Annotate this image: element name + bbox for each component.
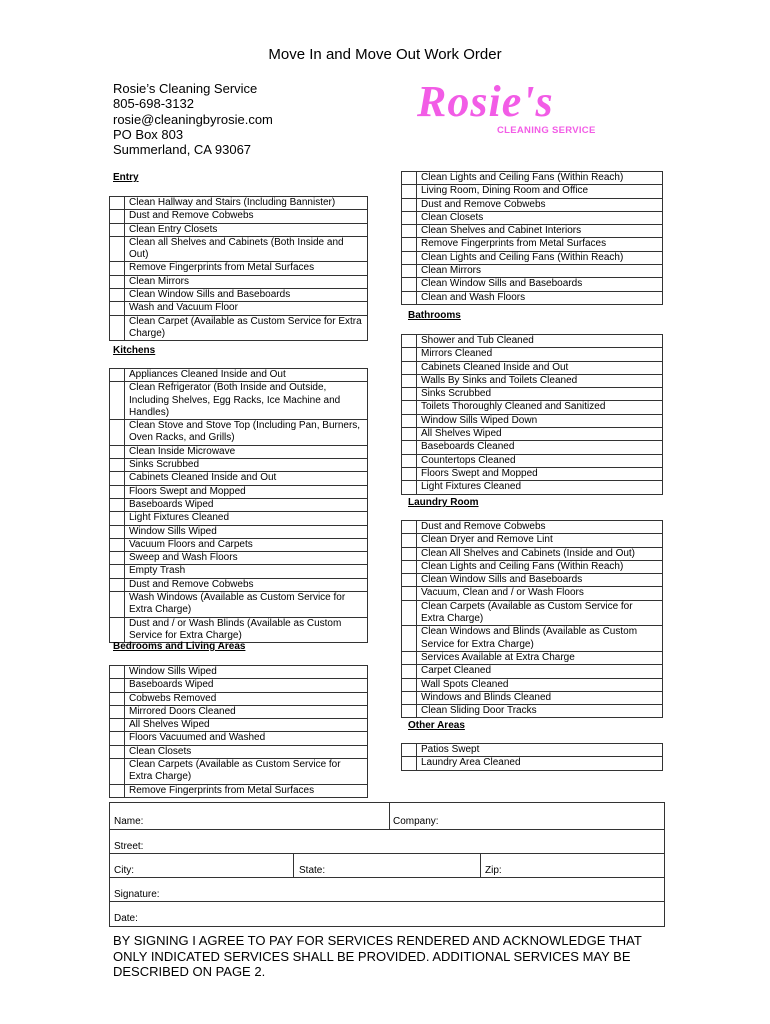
- checkbox[interactable]: [110, 525, 125, 538]
- checklist-item-label: Clean Lights and Ceiling Fans (Within Reach): [417, 560, 663, 573]
- checklist-row: [110, 512, 368, 525]
- checkbox[interactable]: [110, 565, 125, 578]
- checkbox[interactable]: [402, 348, 417, 361]
- checklist-item-label: Wall Spots Cleaned: [417, 678, 663, 691]
- checklist-row: [402, 401, 663, 414]
- checklist-item-label: Clean Window Sills and Baseboards: [125, 289, 368, 302]
- checkbox[interactable]: [402, 560, 417, 573]
- checklist-item-label: Remove Fingerprints from Metal Surfaces: [125, 262, 368, 275]
- checklist-item-label: Clean Window Sills and Baseboards: [417, 278, 663, 291]
- checklist-row: [110, 420, 368, 446]
- checklist-row: [110, 472, 368, 485]
- checklist-row: [402, 678, 663, 691]
- checklist-row: [402, 441, 663, 454]
- customer-info-form: [109, 802, 665, 927]
- checklist-item-label: Carpet Cleaned: [417, 665, 663, 678]
- checklist-row: [110, 552, 368, 565]
- logo-text: Rosie's: [417, 77, 554, 126]
- checklist-row: [402, 335, 663, 348]
- checklist-row: [402, 238, 663, 251]
- disclaimer-text: BY SIGNING I AGREE TO PAY FOR SERVICES RENDERED AND ACKNOWLEDGE THAT ONLY INDICATED SERVICES SHALL BE PROVIDED. ADDITIONAL SERVICES MAY BE DESCRIBED ON PAGE 2.: [113, 933, 642, 979]
- checklist-item-label: Sweep and Wash Floors: [125, 552, 368, 565]
- checklist-item-label: Floors Swept and Mopped: [125, 485, 368, 498]
- state-field[interactable]: State:: [299, 865, 326, 876]
- checklist-item-label: Wash and Vacuum Floor: [125, 302, 368, 315]
- checklist-row: [110, 289, 368, 302]
- checklist-row: [110, 262, 368, 275]
- checklist-row: [110, 197, 368, 210]
- section-heading-kitchens: Kitchens: [113, 345, 156, 356]
- checklist-item-label: Countertops Cleaned: [417, 454, 663, 467]
- checklist-kitchens: [109, 368, 368, 643]
- checklist-row: [110, 719, 368, 732]
- checklist-row: [402, 374, 663, 387]
- checkbox[interactable]: [110, 420, 125, 446]
- checkbox[interactable]: [402, 211, 417, 224]
- checklist-row: [110, 525, 368, 538]
- checklist-item-label: Clean Windows and Blinds (Available as Custom Service for Extra Charge): [417, 626, 663, 652]
- checkbox[interactable]: [402, 388, 417, 401]
- checklist-item-label: Remove Fingerprints from Metal Surfaces: [417, 238, 663, 251]
- checklist-item-label: Dust and / or Wash Blinds (Available as Custom Service for Extra Charge): [125, 617, 368, 643]
- company-field[interactable]: Company:: [393, 816, 439, 827]
- checklist-item-label: Clean Dryer and Remove Lint: [417, 534, 663, 547]
- checkbox[interactable]: [402, 600, 417, 626]
- checkbox[interactable]: [402, 265, 417, 278]
- checklist-item-label: Cabinets Cleaned Inside and Out: [417, 361, 663, 374]
- checklist-row: [402, 225, 663, 238]
- section-heading-bathrooms: Bathrooms: [408, 310, 461, 321]
- signature-field[interactable]: Signature:: [114, 889, 160, 900]
- city-field[interactable]: City:: [114, 865, 134, 876]
- checklist-row: [110, 666, 368, 679]
- section-heading-other: Other Areas: [408, 720, 465, 731]
- checklist-row: [402, 185, 663, 198]
- checklist-item-label: Shower and Tub Cleaned: [417, 335, 663, 348]
- checklist-row: [402, 265, 663, 278]
- checklist-item-label: Mirrored Doors Cleaned: [125, 705, 368, 718]
- checkbox[interactable]: [402, 335, 417, 348]
- checkbox[interactable]: [110, 719, 125, 732]
- checklist-row: [110, 784, 368, 797]
- checkbox[interactable]: [110, 197, 125, 210]
- checklist-laundry: [401, 520, 663, 718]
- checklist-row: [110, 679, 368, 692]
- checklist-row: [110, 210, 368, 223]
- form-row-signature: [110, 877, 664, 902]
- checklist-row: [110, 578, 368, 591]
- checkbox[interactable]: [402, 361, 417, 374]
- checklist-row: [110, 223, 368, 236]
- checklist-item-label: Clean Window Sills and Baseboards: [417, 574, 663, 587]
- checklist-row: [402, 348, 663, 361]
- checkbox[interactable]: [110, 592, 125, 618]
- checklist-entry: [109, 196, 368, 341]
- section-heading-laundry: Laundry Room: [408, 497, 479, 508]
- checklist-item-label: Sinks Scrubbed: [125, 459, 368, 472]
- checkbox[interactable]: [110, 617, 125, 643]
- checkbox[interactable]: [402, 678, 417, 691]
- checklist-item-label: Clean Hallway and Stairs (Including Bannister): [125, 197, 368, 210]
- checkbox[interactable]: [110, 472, 125, 485]
- checklist-living: [401, 171, 663, 305]
- checklist-row: [110, 236, 368, 262]
- company-name: Rosie’s Cleaning Service: [113, 81, 258, 96]
- checklist-row: [402, 574, 663, 587]
- checklist-item-label: Clean Refrigerator (Both Inside and Outside, Including Shelves, Egg Racks, Ice Machine and Handles): [125, 382, 368, 420]
- logo-subtitle: CLEANING SERVICE: [497, 125, 596, 136]
- checklist-other: [401, 743, 663, 771]
- form-row-city: [110, 853, 664, 878]
- form-row-street: [110, 829, 664, 854]
- checklist-row: [402, 211, 663, 224]
- checklist-item-label: All Shelves Wiped: [417, 428, 663, 441]
- checklist-item-label: Clean Inside Microwave: [125, 445, 368, 458]
- section-heading-entry: Entry: [113, 172, 139, 183]
- checklist-item-label: Dust and Remove Cobwebs: [125, 578, 368, 591]
- checklist-row: [402, 600, 663, 626]
- checkbox[interactable]: [402, 587, 417, 600]
- checkbox[interactable]: [110, 705, 125, 718]
- checklist-item-label: Appliances Cleaned Inside and Out: [125, 369, 368, 382]
- checklist-item-label: Floors Swept and Mopped: [417, 467, 663, 480]
- checklist-row: [110, 759, 368, 785]
- checkbox[interactable]: [402, 547, 417, 560]
- checklist-item-label: Walls By Sinks and Toilets Cleaned: [417, 374, 663, 387]
- checklist-row: [402, 665, 663, 678]
- checklist-row: [110, 445, 368, 458]
- checkbox[interactable]: [110, 302, 125, 315]
- company-city: Summerland, CA 93067: [113, 142, 252, 158]
- checklist-row: [110, 369, 368, 382]
- checkbox[interactable]: [110, 745, 125, 758]
- company-email: rosie@cleaningbyrosie.com: [113, 111, 273, 127]
- checklist-item-label: Light Fixtures Cleaned: [417, 481, 663, 494]
- checklist-bathrooms: [401, 334, 663, 495]
- checkbox[interactable]: [402, 225, 417, 238]
- checkbox[interactable]: [110, 578, 125, 591]
- checklist-row: [402, 414, 663, 427]
- checklist-row: [110, 565, 368, 578]
- checkbox[interactable]: [110, 236, 125, 262]
- checklist-row: [402, 521, 663, 534]
- checkbox[interactable]: [402, 441, 417, 454]
- checklist-item-label: Clean and Wash Floors: [417, 291, 663, 304]
- checklist-item-label: Window Sills Wiped Down: [417, 414, 663, 427]
- checkbox[interactable]: [402, 198, 417, 211]
- checklist-row: [110, 315, 368, 341]
- checklist-item-label: Clean Carpet (Available as Custom Service for Extra Charge): [125, 315, 368, 341]
- checklist-row: [402, 428, 663, 441]
- checkbox[interactable]: [110, 459, 125, 472]
- checklist-row: [402, 291, 663, 304]
- checklist-item-label: Dust and Remove Cobwebs: [417, 521, 663, 534]
- checkbox[interactable]: [110, 759, 125, 785]
- checkbox[interactable]: [110, 210, 125, 223]
- checklist-item-label: Clean Sliding Door Tracks: [417, 705, 663, 718]
- checkbox[interactable]: [402, 691, 417, 704]
- checklist-row: [110, 302, 368, 315]
- checklist-row: [402, 278, 663, 291]
- checkbox[interactable]: [110, 512, 125, 525]
- checklist-item-label: Clean Shelves and Cabinet Interiors: [417, 225, 663, 238]
- checkbox[interactable]: [402, 278, 417, 291]
- checkbox[interactable]: [402, 665, 417, 678]
- company-po-box: PO Box 803: [113, 126, 184, 142]
- checklist-row: [402, 547, 663, 560]
- checklist-item-label: Services Available at Extra Charge: [417, 651, 663, 664]
- checklist-item-label: Baseboards Wiped: [125, 679, 368, 692]
- checklist-row: [110, 692, 368, 705]
- checkbox[interactable]: [110, 275, 125, 288]
- checklist-item-label: Living Room, Dining Room and Office: [417, 185, 663, 198]
- checkbox[interactable]: [402, 574, 417, 587]
- checkbox[interactable]: [110, 369, 125, 382]
- checklist-row: [402, 587, 663, 600]
- checkbox[interactable]: [110, 382, 125, 420]
- date-field[interactable]: Date:: [114, 913, 138, 924]
- checklist-row: [110, 732, 368, 745]
- section-heading-bedrooms: Bedrooms and Living Areas: [113, 641, 246, 652]
- checklist-row: [402, 744, 663, 757]
- checkbox[interactable]: [110, 732, 125, 745]
- checkbox[interactable]: [110, 538, 125, 551]
- checklist-item-label: Clean Mirrors: [125, 275, 368, 288]
- checkbox[interactable]: [110, 666, 125, 679]
- checklist-row: [402, 454, 663, 467]
- checkbox[interactable]: [110, 784, 125, 797]
- checklist-row: [402, 691, 663, 704]
- checklist-item-label: Windows and Blinds Cleaned: [417, 691, 663, 704]
- checklist-item-label: Clean Lights and Ceiling Fans (Within Reach): [417, 251, 663, 264]
- checklist-item-label: Clean Lights and Ceiling Fans (Within Reach): [417, 172, 663, 185]
- company-address: [113, 81, 273, 157]
- checkbox[interactable]: [402, 467, 417, 480]
- company-phone: 805-698-3132: [113, 96, 194, 112]
- checklist-row: [402, 534, 663, 547]
- checklist-item-label: Laundry Area Cleaned: [417, 757, 663, 770]
- checklist-item-label: Clean Mirrors: [417, 265, 663, 278]
- checklist-item-label: Window Sills Wiped: [125, 666, 368, 679]
- form-row-date: [110, 901, 664, 926]
- checklist-item-label: Toilets Thoroughly Cleaned and Sanitized: [417, 401, 663, 414]
- checklist-bedrooms: [109, 665, 368, 798]
- checklist-item-label: Cobwebs Removed: [125, 692, 368, 705]
- checkbox[interactable]: [402, 454, 417, 467]
- checklist-item-label: Cabinets Cleaned Inside and Out: [125, 472, 368, 485]
- checklist-row: [402, 651, 663, 664]
- checklist-row: [110, 538, 368, 551]
- checklist-item-label: Dust and Remove Cobwebs: [417, 198, 663, 211]
- checkbox[interactable]: [110, 498, 125, 511]
- checkbox[interactable]: [402, 238, 417, 251]
- checklist-row: [110, 485, 368, 498]
- checklist-row: [402, 198, 663, 211]
- checkbox[interactable]: [402, 251, 417, 264]
- checklist-row: [402, 467, 663, 480]
- checklist-item-label: Clean Carpets (Available as Custom Service for Extra Charge): [125, 759, 368, 785]
- checkbox[interactable]: [402, 401, 417, 414]
- checkbox[interactable]: [402, 757, 417, 770]
- checklist-row: [402, 757, 663, 770]
- checklist-item-label: Mirrors Cleaned: [417, 348, 663, 361]
- checkbox[interactable]: [402, 534, 417, 547]
- checklist-item-label: Dust and Remove Cobwebs: [125, 210, 368, 223]
- street-field[interactable]: Street:: [114, 841, 144, 852]
- checkbox[interactable]: [402, 705, 417, 718]
- checkbox[interactable]: [110, 485, 125, 498]
- checkbox[interactable]: [402, 744, 417, 757]
- checklist-item-label: Baseboards Wiped: [125, 498, 368, 511]
- checklist-row: [402, 560, 663, 573]
- checkbox[interactable]: [110, 262, 125, 275]
- checklist-item-label: Clean Closets: [417, 211, 663, 224]
- checklist-row: [110, 617, 368, 643]
- checklist-row: [402, 361, 663, 374]
- checkbox[interactable]: [402, 172, 417, 185]
- checklist-row: [402, 626, 663, 652]
- checklist-row: [402, 481, 663, 494]
- checklist-item-label: Vacuum Floors and Carpets: [125, 538, 368, 551]
- checkbox[interactable]: [110, 289, 125, 302]
- checkbox[interactable]: [110, 315, 125, 341]
- checkbox[interactable]: [402, 626, 417, 652]
- checklist-row: [402, 705, 663, 718]
- company-logo: [415, 77, 610, 142]
- checklist-row: [402, 251, 663, 264]
- checkbox[interactable]: [110, 692, 125, 705]
- checklist-item-label: Clean All Shelves and Cabinets (Inside and Out): [417, 547, 663, 560]
- checklist-row: [110, 459, 368, 472]
- checklist-item-label: Clean Stove and Stove Top (Including Pan, Burners, Oven Racks, and Grills): [125, 420, 368, 446]
- checkbox[interactable]: [402, 521, 417, 534]
- checklist-row: [110, 275, 368, 288]
- checkbox[interactable]: [402, 651, 417, 664]
- checklist-item-label: Light Fixtures Cleaned: [125, 512, 368, 525]
- checklist-item-label: Wash Windows (Available as Custom Service for Extra Charge): [125, 592, 368, 618]
- checklist-row: [402, 172, 663, 185]
- checkbox[interactable]: [402, 481, 417, 494]
- checklist-row: [110, 592, 368, 618]
- checkbox[interactable]: [402, 414, 417, 427]
- checklist-row: [110, 382, 368, 420]
- checklist-item-label: All Shelves Wiped: [125, 719, 368, 732]
- checkbox[interactable]: [110, 679, 125, 692]
- checklist-item-label: Clean Carpets (Available as Custom Service for Extra Charge): [417, 600, 663, 626]
- checkbox[interactable]: [402, 428, 417, 441]
- name-field[interactable]: Name:: [114, 816, 144, 827]
- checkbox[interactable]: [402, 374, 417, 387]
- checklist-item-label: Clean Closets: [125, 745, 368, 758]
- checklist-item-label: Empty Trash: [125, 565, 368, 578]
- checkbox[interactable]: [110, 223, 125, 236]
- checklist-row: [110, 498, 368, 511]
- zip-field[interactable]: Zip:: [485, 865, 502, 876]
- checklist-item-label: Remove Fingerprints from Metal Surfaces: [125, 784, 368, 797]
- checklist-item-label: Baseboards Cleaned: [417, 441, 663, 454]
- checklist-row: [110, 705, 368, 718]
- checkbox[interactable]: [402, 291, 417, 304]
- checklist-item-label: Clean Entry Closets: [125, 223, 368, 236]
- checklist-item-label: Sinks Scrubbed: [417, 388, 663, 401]
- checklist-item-label: Floors Vacuumed and Washed: [125, 732, 368, 745]
- checkbox[interactable]: [402, 185, 417, 198]
- checklist-row: [110, 745, 368, 758]
- page-title: Move In and Move Out Work Order: [268, 46, 502, 63]
- checklist-item-label: Patios Swept: [417, 744, 663, 757]
- checklist-item-label: Window Sills Wiped: [125, 525, 368, 538]
- checkbox[interactable]: [110, 445, 125, 458]
- checklist-item-label: Clean all Shelves and Cabinets (Both Inside and Out): [125, 236, 368, 262]
- checkbox[interactable]: [110, 552, 125, 565]
- checklist-item-label: Vacuum, Clean and / or Wash Floors: [417, 587, 663, 600]
- form-row-name: [110, 803, 664, 829]
- checklist-row: [402, 388, 663, 401]
